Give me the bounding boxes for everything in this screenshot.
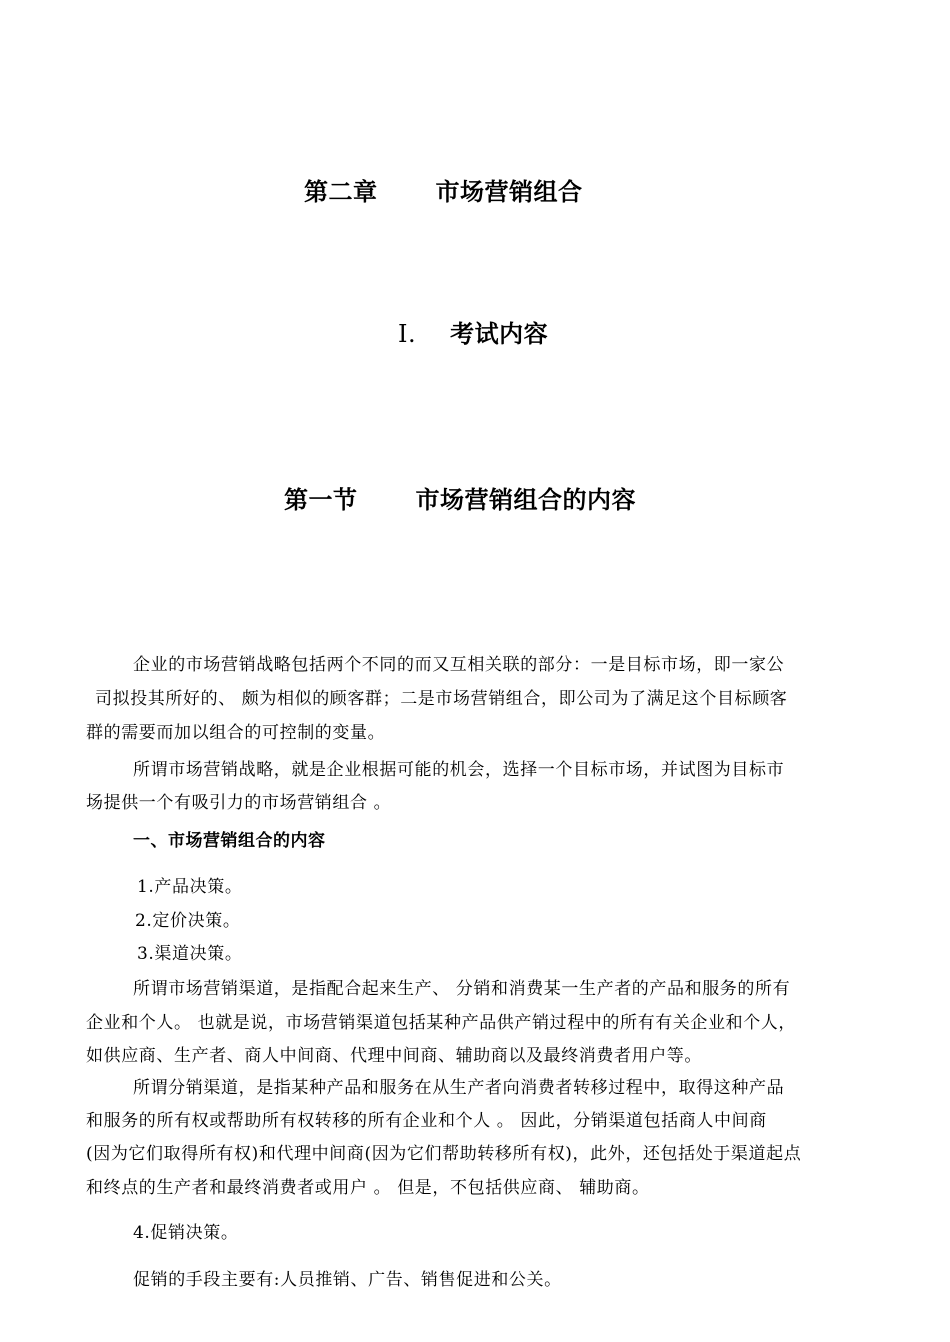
paragraph-line: 如供应商、生产者、商人中间商、代理中间商、辅助商以及最终消费者用户等。 [86, 1046, 702, 1066]
paragraph-line: 和终点的生产者和最终消费者或用户 。 但是，不包括供应商、 辅助商。 [86, 1178, 650, 1198]
list-item: 2.定价决策。 [135, 911, 241, 931]
part-heading [398, 314, 548, 349]
chapter-label: 第二章 [304, 178, 378, 206]
chapter-title: 市场营销组合 [435, 178, 583, 206]
paragraph-line: 所谓分销渠道，是指某种产品和服务在从生产者向消费者转移过程中，取得这种产品 [133, 1078, 785, 1098]
part-title: 考试内容 [450, 320, 549, 348]
paragraph-line: 场提供一个有吸引力的市场营销组合 。 [86, 793, 392, 813]
paragraph-line: 司拟投其所好的、 颇为相似的顾客群；二是市场营销组合，即公司为了满足这个目标顾客 [95, 689, 788, 709]
paragraph-line: 所谓市场营销渠道，是指配合起来生产、 分销和消费某一生产者的产品和服务的所有 [133, 979, 791, 999]
paragraph-line: 和服务的所有权或帮助所有权转移的所有企业和个人 。 因此，分销渠道包括商人中间商 [86, 1111, 767, 1131]
chapter-heading [304, 172, 583, 207]
paragraph-line: 所谓市场营销战略，就是企业根据可能的机会，选择一个目标市场，并试图为目标市 [133, 760, 785, 780]
paragraph-line: 企业的市场营销战略包括两个不同的而又互相关联的部分：一是目标市场，即一家公 [133, 655, 785, 675]
paragraph-line: 群的需要而加以组合的可控制的变量。 [86, 723, 386, 743]
list-item: 4.促销决策。 [133, 1223, 239, 1243]
paragraph-line: (因为它们取得所有权)和代理中间商(因为它们帮助转移所有权)，此外，还包括处于渠道起点 [86, 1144, 802, 1164]
list-item: 1.产品决策。 [137, 877, 243, 897]
list-item: 3.渠道决策。 [137, 944, 243, 964]
section-title: 市场营销组合的内容 [415, 486, 636, 514]
paragraph-line: 企业和个人。 也就是说，市场营销渠道包括某种产品供产销过程中的所有有关企业和个人， [86, 1013, 797, 1033]
subheading: 一、市场营销组合的内容 [133, 831, 326, 851]
section-label: 第一节 [284, 486, 358, 514]
section-heading [284, 480, 636, 515]
paragraph-line: 促销的手段主要有:人员推销、广告、销售促进和公关。 [133, 1270, 562, 1290]
part-label: I. [398, 320, 417, 348]
